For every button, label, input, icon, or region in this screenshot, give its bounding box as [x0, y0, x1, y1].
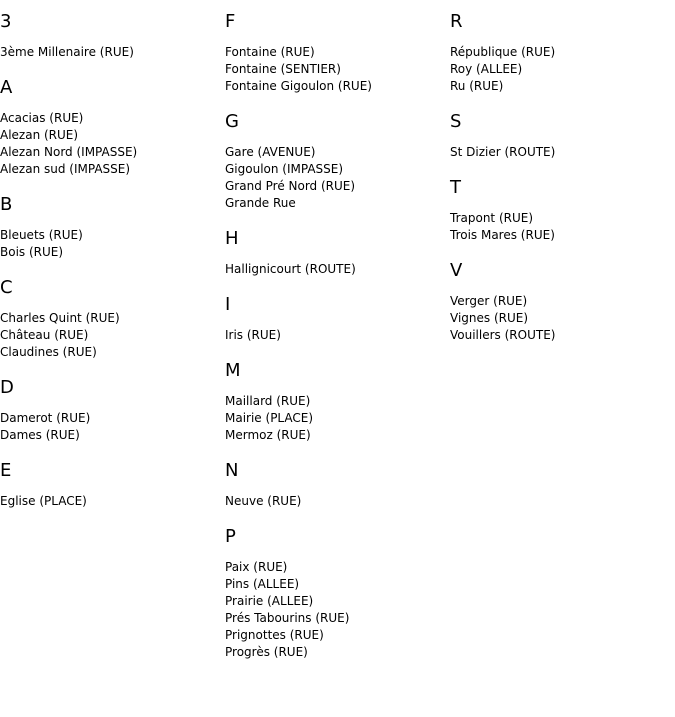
letter-heading: S	[450, 111, 462, 132]
letter-heading: N	[225, 460, 239, 481]
letter-heading: H	[225, 228, 239, 249]
street-list	[450, 44, 670, 95]
street-item[interactable]: Prairie (ALLEE)	[225, 594, 314, 608]
street-item[interactable]: 3ème Millenaire (RUE)	[0, 45, 134, 59]
street-item[interactable]: Eglise (PLACE)	[0, 494, 87, 508]
street-item[interactable]: Fontaine Gigoulon (RUE)	[225, 79, 372, 93]
street-item[interactable]: Acacias (RUE)	[0, 111, 84, 125]
street-item[interactable]: Mairie (PLACE)	[225, 411, 314, 425]
letter-heading: G	[225, 111, 239, 132]
letter-heading: D	[0, 377, 14, 398]
letter-heading: C	[0, 277, 13, 298]
street-item[interactable]: Prignottes (RUE)	[225, 628, 324, 642]
street-item[interactable]: Claudines (RUE)	[0, 345, 97, 359]
street-list	[225, 261, 445, 278]
street-item[interactable]: Charles Quint (RUE)	[0, 311, 120, 325]
letter-group	[225, 359, 445, 444]
letter-heading: E	[0, 460, 12, 481]
street-item[interactable]: Maillard (RUE)	[225, 394, 311, 408]
street-list	[450, 144, 670, 161]
street-list	[225, 44, 445, 95]
street-item[interactable]: République (RUE)	[450, 45, 556, 59]
letter-heading: T	[450, 177, 461, 198]
street-item[interactable]: Pins (ALLEE)	[225, 577, 300, 591]
street-item[interactable]: Vouillers (ROUTE)	[450, 328, 556, 342]
letter-group	[0, 376, 220, 444]
street-item[interactable]: Alezan sud (IMPASSE)	[0, 162, 131, 176]
letter-heading: P	[225, 526, 236, 547]
street-list	[225, 327, 445, 344]
street-item[interactable]: Bois (RUE)	[0, 245, 64, 259]
letter-group	[450, 10, 670, 95]
letter-heading: A	[0, 77, 13, 98]
street-item[interactable]: Trois Mares (RUE)	[450, 228, 555, 242]
street-list	[225, 559, 445, 661]
street-item[interactable]: Fontaine (RUE)	[225, 45, 315, 59]
street-item[interactable]: Gigoulon (IMPASSE)	[225, 162, 344, 176]
letter-group	[225, 459, 445, 510]
street-item[interactable]: Paix (RUE)	[225, 560, 288, 574]
street-list	[0, 310, 220, 361]
street-list	[225, 144, 445, 212]
street-list	[225, 393, 445, 444]
street-item[interactable]: Bleuets (RUE)	[0, 228, 83, 242]
letter-group	[225, 525, 445, 661]
street-item[interactable]: Hallignicourt (ROUTE)	[225, 262, 356, 276]
letter-group	[450, 176, 670, 244]
letter-group	[225, 293, 445, 344]
street-item[interactable]: Trapont (RUE)	[450, 211, 534, 225]
street-item[interactable]: Grande Rue	[225, 196, 296, 210]
street-list	[0, 410, 220, 444]
letter-heading: I	[225, 294, 231, 315]
street-item[interactable]: Damerot (RUE)	[0, 411, 91, 425]
street-item[interactable]: Roy (ALLEE)	[450, 62, 523, 76]
letter-group	[0, 193, 220, 261]
street-list	[450, 293, 670, 344]
street-list	[0, 493, 220, 510]
letter-group	[225, 110, 445, 212]
letter-group	[0, 76, 220, 178]
street-list	[0, 44, 220, 61]
letter-group	[0, 459, 220, 510]
street-item[interactable]: St Dizier (ROUTE)	[450, 145, 556, 159]
street-item[interactable]: Iris (RUE)	[225, 328, 281, 342]
street-item[interactable]: Prés Tabourins (RUE)	[225, 611, 350, 625]
street-list	[0, 110, 220, 178]
street-list	[450, 210, 670, 244]
street-item[interactable]: Fontaine (SENTIER)	[225, 62, 341, 76]
letter-heading: R	[450, 11, 463, 32]
street-item[interactable]: Alezan (RUE)	[0, 128, 79, 142]
street-column	[225, 0, 445, 676]
letter-heading: 3	[0, 11, 12, 32]
letter-group	[225, 227, 445, 278]
street-item[interactable]: Dames (RUE)	[0, 428, 80, 442]
letter-heading: F	[225, 11, 236, 32]
letter-group	[0, 276, 220, 361]
street-item[interactable]: Grand Pré Nord (RUE)	[225, 179, 356, 193]
letter-heading: V	[450, 260, 463, 281]
street-list	[0, 227, 220, 261]
street-column	[450, 0, 670, 359]
letter-heading: M	[225, 360, 241, 381]
street-item[interactable]: Gare (AVENUE)	[225, 145, 316, 159]
letter-group	[450, 110, 670, 161]
letter-group	[0, 10, 220, 61]
street-item[interactable]: Château (RUE)	[0, 328, 89, 342]
street-item[interactable]: Mermoz (RUE)	[225, 428, 311, 442]
street-item[interactable]: Progrès (RUE)	[225, 645, 308, 659]
letter-group	[225, 10, 445, 95]
letter-group	[450, 259, 670, 344]
street-item[interactable]: Vignes (RUE)	[450, 311, 529, 325]
street-item[interactable]: Ru (RUE)	[450, 79, 504, 93]
street-item[interactable]: Verger (RUE)	[450, 294, 528, 308]
street-item[interactable]: Neuve (RUE)	[225, 494, 302, 508]
street-item[interactable]: Alezan Nord (IMPASSE)	[0, 145, 138, 159]
letter-heading: B	[0, 194, 13, 215]
street-column	[0, 0, 220, 525]
street-list	[225, 493, 445, 510]
